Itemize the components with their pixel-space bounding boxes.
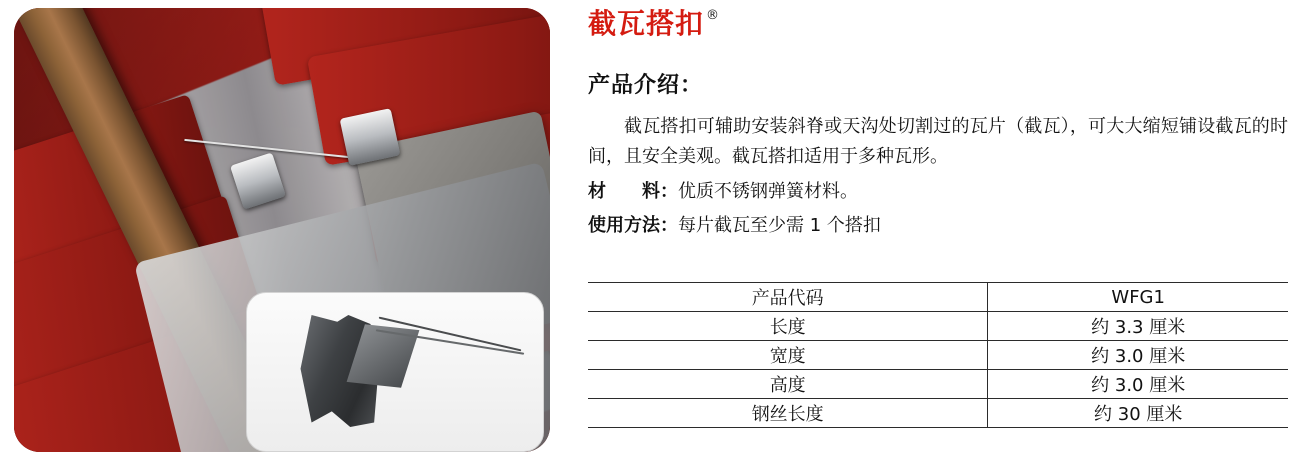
spec-value: WFG1 [988, 283, 1288, 312]
usage-label: 使用方法： [588, 215, 678, 236]
material-label: 材 料： [588, 181, 678, 202]
material-value: 优质不锈钢弹簧材料。 [678, 181, 858, 202]
product-title-row [588, 7, 720, 40]
spec-value: 约 3.0 厘米 [988, 341, 1288, 370]
table-row [588, 341, 1288, 370]
registered-trademark-icon: ® [706, 8, 720, 23]
usage-row [588, 212, 881, 240]
table-row [588, 370, 1288, 399]
specification-table-body [588, 283, 1288, 428]
spec-value: 约 30 厘米 [988, 399, 1288, 428]
content-panel [588, 0, 1288, 460]
spec-label: 长度 [588, 312, 988, 341]
intro-paragraph: 截瓦搭扣可辅助安装斜脊或天沟处切割过的瓦片（截瓦），可大大缩短铺设截瓦的时间，且安全美观。截瓦搭扣适用于多种瓦形。 [588, 116, 1288, 167]
page-title: 截瓦搭扣 [588, 7, 705, 40]
specification-table [588, 282, 1288, 428]
table-row [588, 283, 1288, 312]
image-panel [14, 8, 550, 452]
spec-value: 约 3.0 厘米 [988, 370, 1288, 399]
spec-value: 约 3.3 厘米 [988, 312, 1288, 341]
spec-label: 钢丝长度 [588, 399, 988, 428]
spec-label: 宽度 [588, 341, 988, 370]
material-row [588, 178, 858, 206]
usage-value: 每片截瓦至少需 1 个搭扣 [678, 215, 881, 236]
spec-label: 产品代码 [588, 283, 988, 312]
table-row [588, 312, 1288, 341]
table-row [588, 399, 1288, 428]
inset-product-photo [246, 292, 544, 452]
section-heading-intro: 产品介绍： [588, 73, 704, 98]
spec-label: 高度 [588, 370, 988, 399]
